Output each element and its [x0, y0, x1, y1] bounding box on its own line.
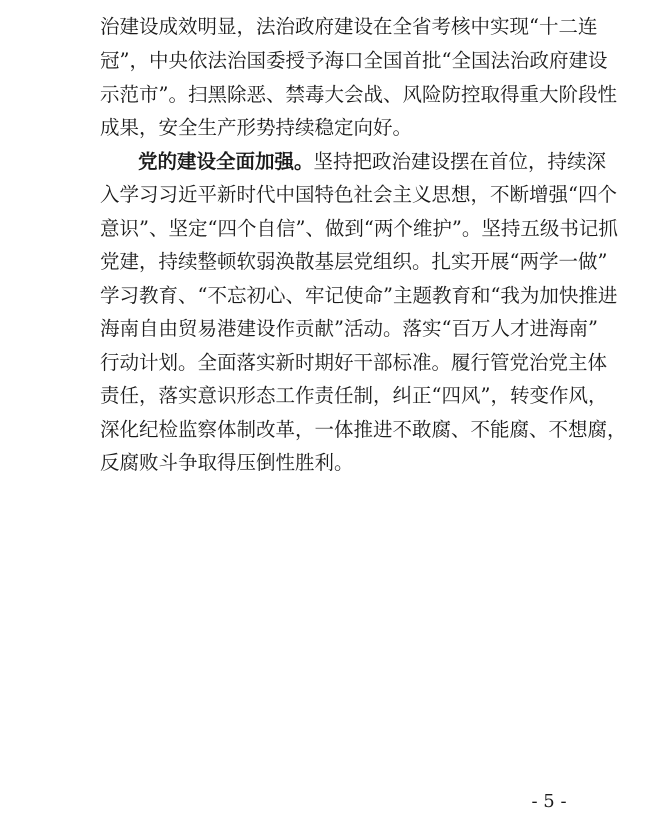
paragraph-2-line-7: 行动计划。全面落实新时期好干部标准。履行管党治党主体	[100, 351, 608, 374]
paragraph-1-line-1: 治建设成效明显，法治政府建设在全省考核中实现“十二连	[100, 15, 598, 38]
paragraph-1-line-2: 冠”，中央依法治国委授予海口全国首批“全国法治政府建设	[100, 49, 608, 72]
paragraph-2-line-9: 深化纪检监察体制改革，一体推进不敢腐、不能腐、不想腐，	[100, 418, 627, 441]
paragraph-2-line-8: 责任，落实意识形态工作责任制，纠正“四风”，转变作风，	[100, 384, 608, 407]
paragraph-2-first-line-text: 坚持把政治建设摆在首位，持续深	[313, 150, 607, 173]
paragraph-2-line-2: 入学习习近平新时代中国特色社会主义思想，不断增强“四个	[100, 183, 617, 206]
paragraph-2-line-1	[138, 145, 607, 179]
paragraph-2-line-5: 学习教育、“不忘初心、牢记使命”主题教育和“我为加快推进	[100, 284, 618, 307]
page-number: - 5 -	[531, 791, 567, 812]
paragraph-2-lead-heading: 党的建设全面加强。	[138, 150, 314, 173]
paragraph-2-line-3: 意识”、坚定“四个自信”、做到“两个维护”。坚持五级书记抓	[100, 217, 618, 240]
paragraph-2-line-10: 反腐败斗争取得压倒性胜利。	[100, 451, 354, 474]
paragraph-2-line-6: 海南自由贸易港建设作贡献”活动。落实“百万人才进海南”	[100, 317, 598, 340]
paragraph-2-line-4: 党建，持续整顿软弱涣散基层党组织。扎实开展“两学一做”	[100, 250, 608, 273]
paragraph-1-line-4: 成果，安全生产形势持续稳定向好。	[100, 116, 413, 139]
paragraph-1-line-3: 示范市”。扫黑除恶、禁毒大会战、风险防控取得重大阶段性	[100, 83, 617, 106]
